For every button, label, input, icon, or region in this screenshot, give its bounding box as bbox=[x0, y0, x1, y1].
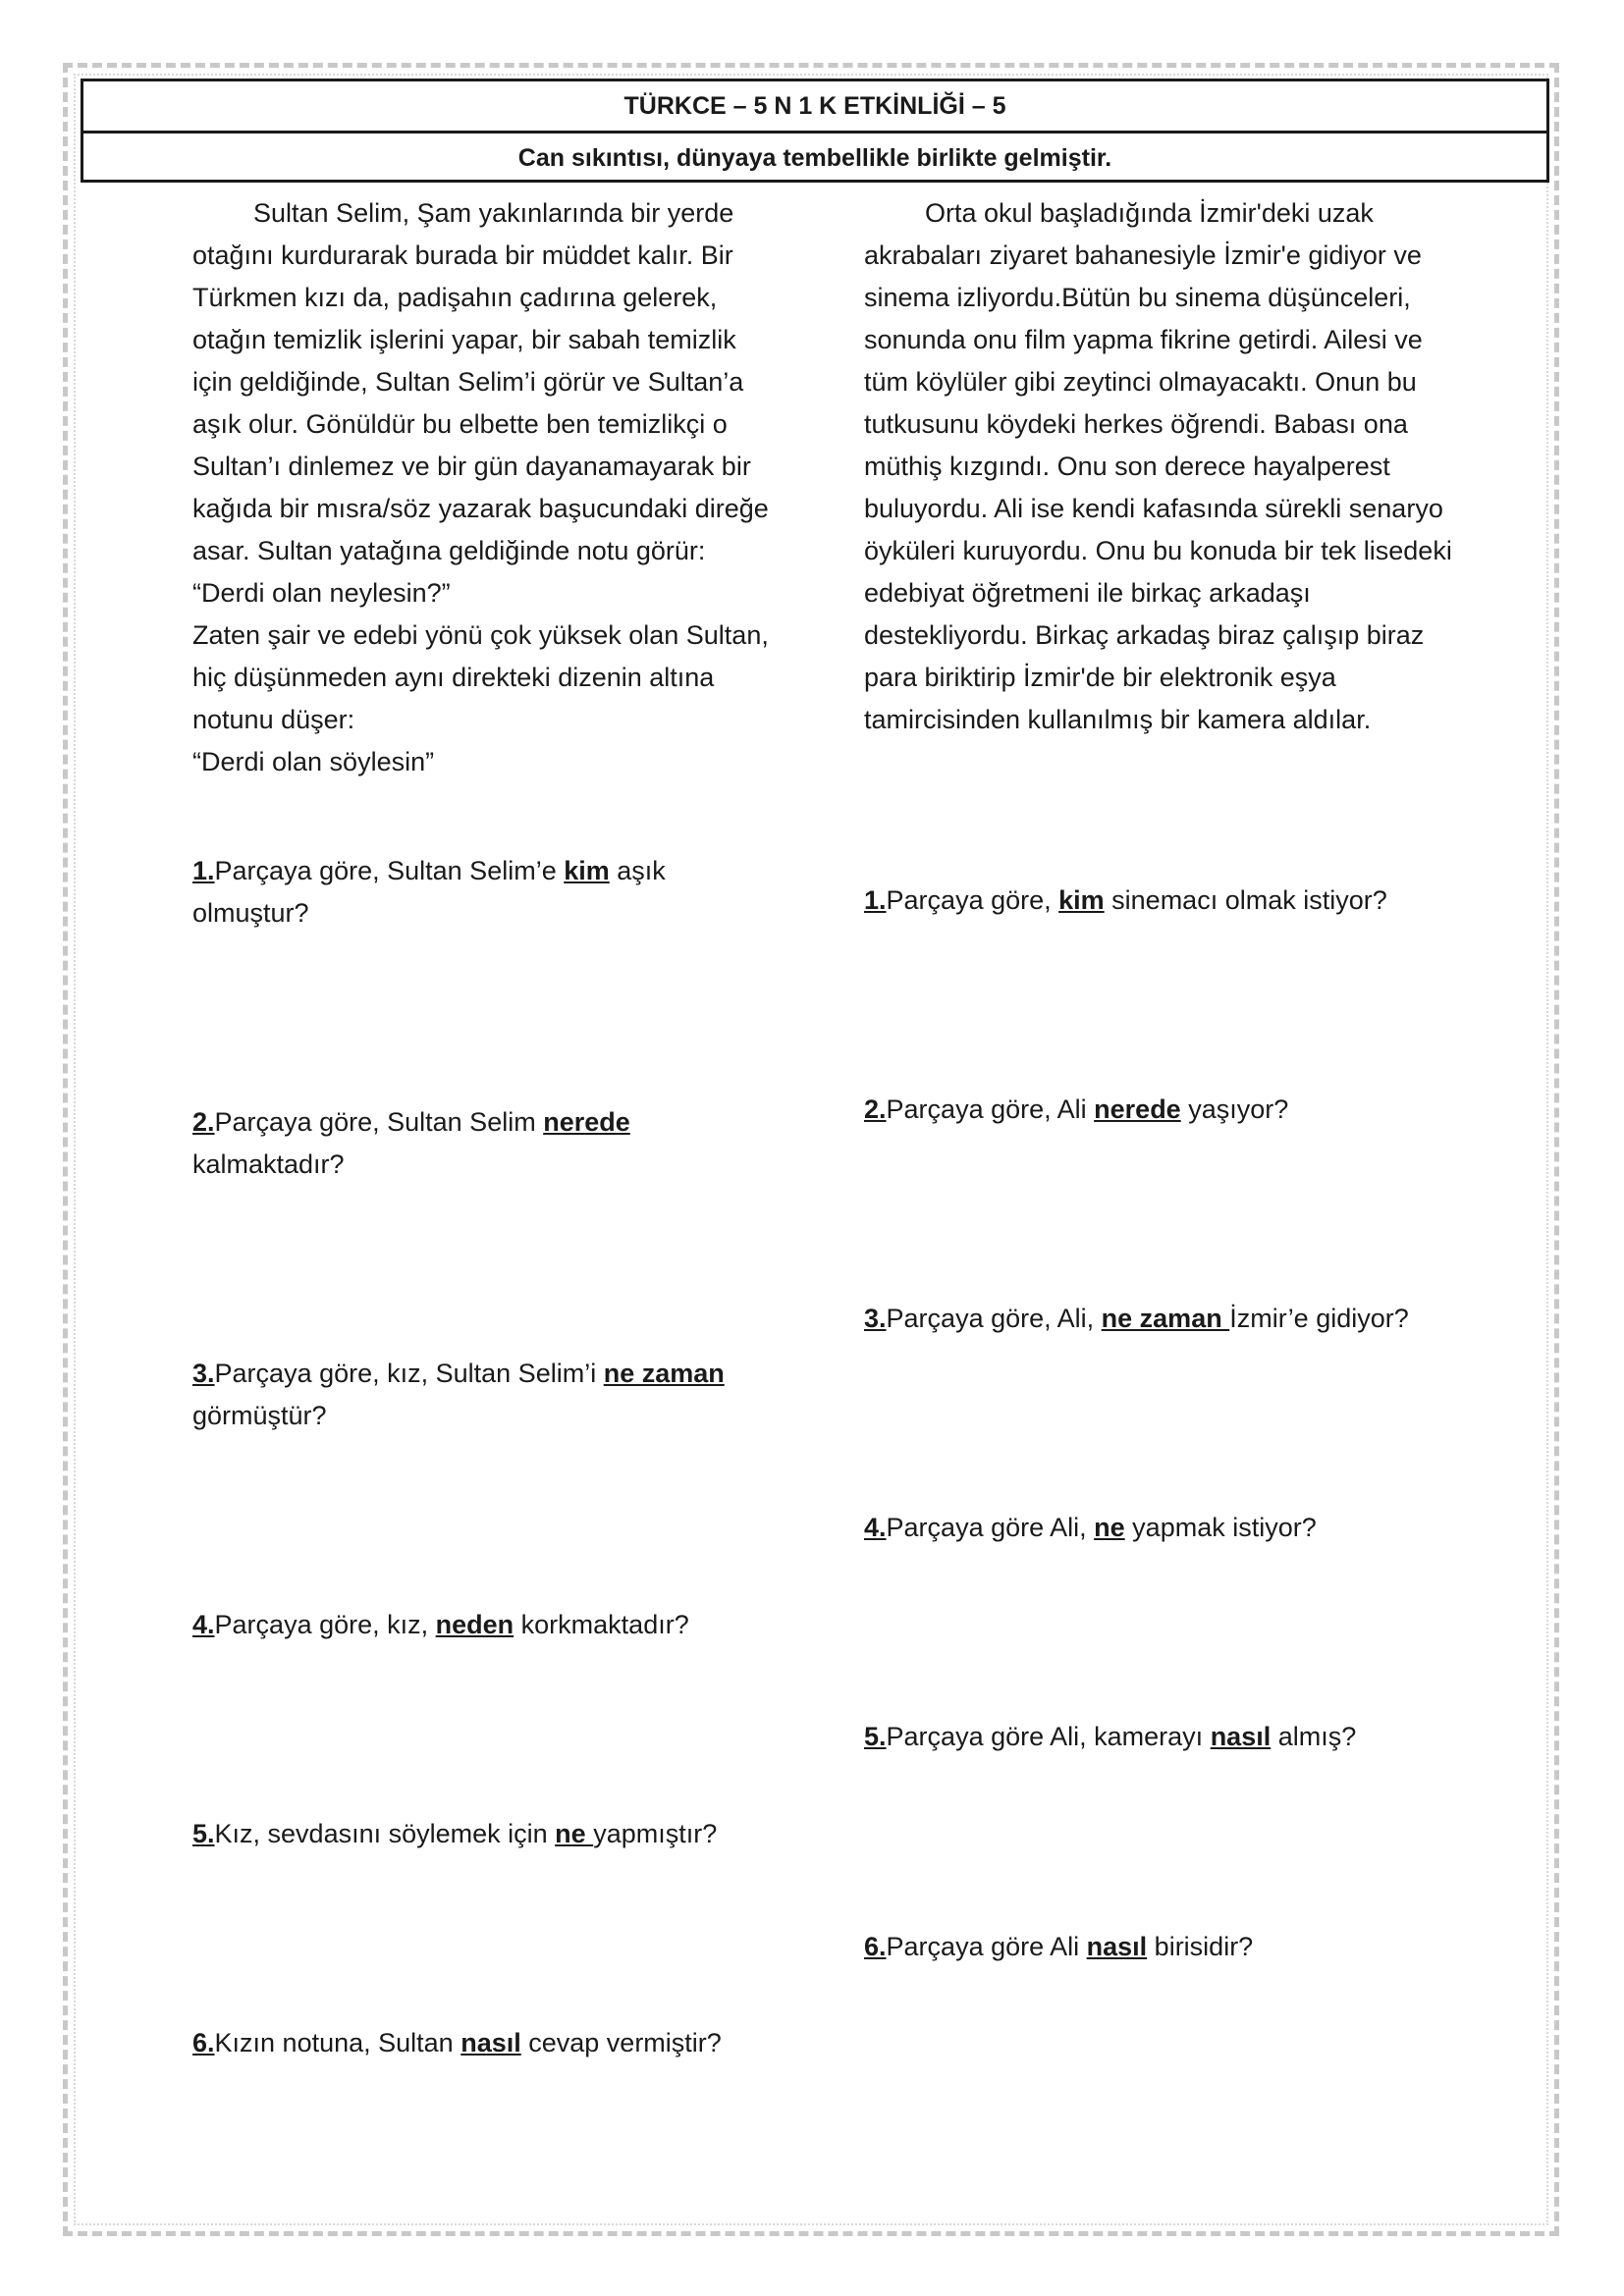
question-number: 6. bbox=[864, 1932, 887, 1961]
question-keyword: ne zaman bbox=[1101, 1304, 1230, 1333]
left-question-6 bbox=[192, 2022, 801, 2064]
question-text: Parçaya göre, bbox=[886, 885, 1059, 915]
question-text: sinemacı olmak istiyor? bbox=[1104, 885, 1387, 915]
right-passage-paragraph: Orta okul başladığında İzmir'deki uzak akrabaları ziyaret bahanesiyle İzmir'e gidiyor ve sinema izliyordu.Bütün bu sinema düşünceleri, sonunda onu film yapma fikrine getirdi. Ailesi ve tüm köylüler gibi zeytinci olmayacaktı. Onun bu tutkusunu köydeki herkes öğrendi. Babası ona müthiş kızgındı. Onu son derece hayalperest buluyordu. Ali ise kendi kafasında sürekli senaryo öyküleri kuruyordu. Onu bu konuda bir tek lisedeki edebiyat öğretmeni ile birkaç arkadaşı destekliyordu. Birkaç arkadaş biraz çalışıp biraz para biriktirip İzmir'de bir elektronik eşya tamircisinden kullanılmış bir kamera aldılar. bbox=[864, 198, 1452, 734]
right-question-1 bbox=[864, 880, 1492, 922]
question-keyword: nasıl bbox=[460, 2028, 521, 2057]
question-number: 5. bbox=[192, 1819, 215, 1848]
question-text: cevap vermiştir? bbox=[520, 2028, 722, 2057]
question-number: 6. bbox=[192, 2028, 215, 2057]
question-number: 1. bbox=[192, 856, 215, 885]
question-text: yaşıyor? bbox=[1180, 1095, 1289, 1124]
left-passage-quote: “Derdi olan söylesin” bbox=[192, 747, 435, 776]
question-text: İzmir’e gidiyor? bbox=[1229, 1304, 1409, 1333]
question-number: 4. bbox=[192, 1610, 215, 1639]
question-number: 2. bbox=[192, 1107, 215, 1137]
left-passage bbox=[192, 192, 782, 783]
right-question-5 bbox=[864, 1716, 1492, 1758]
question-text: Parçaya göre, Sultan Selim’e bbox=[214, 856, 565, 885]
question-text: görmüştür? bbox=[192, 1401, 327, 1430]
question-text: Parçaya göre, Ali, bbox=[886, 1304, 1102, 1333]
question-text: Parçaya göre, kız, bbox=[214, 1610, 436, 1639]
question-number: 1. bbox=[864, 885, 887, 915]
question-number: 3. bbox=[192, 1359, 215, 1388]
question-text: korkmaktadır? bbox=[514, 1610, 689, 1639]
right-question-6 bbox=[864, 1926, 1492, 1968]
question-keyword: kim bbox=[564, 856, 610, 885]
question-keyword: ne bbox=[1094, 1513, 1125, 1542]
question-number: 4. bbox=[864, 1513, 887, 1542]
question-keyword: nasıl bbox=[1086, 1932, 1148, 1961]
question-text: Kız, sevdasını söylemek için bbox=[214, 1819, 556, 1848]
worksheet-subtitle: Can sıkıntısı, dünyaya tembellikle birlikte gelmiştir. bbox=[83, 131, 1546, 183]
question-text: Kızın notuna, Sultan bbox=[214, 2028, 461, 2057]
right-question-4 bbox=[864, 1507, 1492, 1549]
question-text: kalmaktadır? bbox=[192, 1149, 345, 1179]
question-keyword: ne bbox=[555, 1819, 594, 1848]
question-text: almış? bbox=[1271, 1722, 1357, 1751]
left-question-3 bbox=[192, 1353, 782, 1437]
question-text: Parçaya göre Ali, bbox=[886, 1513, 1095, 1542]
left-question-5 bbox=[192, 1813, 801, 1855]
question-keyword: nerede bbox=[543, 1107, 630, 1137]
question-text: aşık olmuştur? bbox=[192, 856, 666, 928]
question-text: Parçaya göre, kız, Sultan Selim’i bbox=[214, 1359, 604, 1388]
question-text: yapmıştır? bbox=[593, 1819, 718, 1848]
right-question-2 bbox=[864, 1089, 1492, 1131]
question-text: Parçaya göre Ali bbox=[886, 1932, 1087, 1961]
question-text: Parçaya göre, Ali bbox=[886, 1095, 1095, 1124]
question-number: 5. bbox=[864, 1722, 887, 1751]
header-box bbox=[81, 79, 1549, 183]
left-passage-paragraph: Zaten şair ve edebi yönü çok yüksek olan Sultan, hiç düşünmeden aynı direkteki dizenin altına notunu düşer: bbox=[192, 620, 769, 734]
question-text: Parçaya göre Ali, kamerayı bbox=[886, 1722, 1211, 1751]
question-text: yapmak istiyor? bbox=[1124, 1513, 1317, 1542]
question-keyword: nasıl bbox=[1210, 1722, 1272, 1751]
question-number: 3. bbox=[864, 1304, 887, 1333]
right-passage bbox=[864, 192, 1453, 741]
question-keyword: nerede bbox=[1094, 1095, 1181, 1124]
left-question-4 bbox=[192, 1604, 801, 1646]
question-keyword: kim bbox=[1058, 885, 1105, 915]
left-question-2 bbox=[192, 1101, 782, 1186]
right-question-3 bbox=[864, 1298, 1492, 1340]
question-keyword: neden bbox=[435, 1610, 514, 1639]
question-keyword: ne zaman bbox=[603, 1359, 725, 1388]
left-passage-paragraph: Sultan Selim, Şam yakınlarında bir yerde otağını kurdurarak burada bir müddet kalır. Bir Türkmen kızı da, padişahın çadırına gelerek, otağın temizlik işlerini yapar, bir sabah temizlik için geldiğinde, Sultan Selim’i görür ve Sultan’a aşık olur. Gönüldür bu elbette ben temizlikçi o Sultan’ı dinlemez ve bir gün dayanamayarak bir kağıda bir mısra/söz yazarak başucundaki direğe asar. Sultan yatağına geldiğinde notu görür: bbox=[192, 198, 769, 565]
question-text: birisidir? bbox=[1147, 1932, 1254, 1961]
left-question-1 bbox=[192, 850, 782, 934]
question-text: Parçaya göre, Sultan Selim bbox=[214, 1107, 544, 1137]
worksheet-title: TÜRKCE – 5 N 1 K ETKİNLİĞİ – 5 bbox=[623, 91, 1006, 120]
left-passage-quote: “Derdi olan neylesin?” bbox=[192, 578, 451, 608]
question-number: 2. bbox=[864, 1095, 887, 1124]
